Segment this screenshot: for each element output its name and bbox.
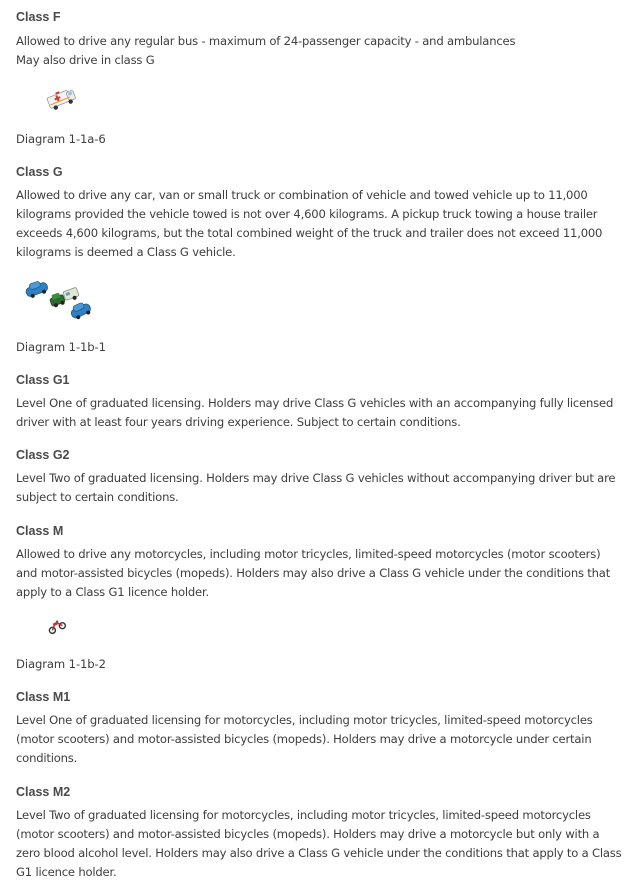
class-g-section — [16, 163, 622, 262]
class-m2-description — [16, 806, 622, 882]
description-line: Level Two of graduated licensing for motorcycles, including motor tricycles, limited-speed motorcycles — [16, 808, 591, 822]
description-line: kilograms is deemed a Class G vehicle. — [16, 245, 236, 259]
ambulance-icon — [44, 86, 78, 116]
class-g-heading: Class G — [16, 165, 63, 179]
description-line: Allowed to drive any motorcycles, including motor tricycles, limited-speed motorcycles (motor scooters) — [16, 547, 601, 561]
description-line: exceeds 4,600 kilograms, but the total combined weight of the truck and trailer does not exceed 11,000 — [16, 226, 603, 240]
description-line: Level Two of graduated licensing. Holders may drive Class G vehicles without accompanying driver but are — [16, 471, 616, 485]
class-f-description — [16, 32, 622, 70]
class-g2-section — [16, 446, 622, 507]
class-m1-section — [16, 688, 622, 768]
diagram-caption: Diagram 1-1b-1 — [16, 340, 106, 354]
class-g-description — [16, 186, 622, 262]
motorcycle-diagram-caption-block — [16, 656, 622, 672]
class-m2-heading: Class M2 — [16, 785, 71, 799]
cars-and-truck-icon — [24, 278, 94, 326]
description-line: kilograms provided the vehicle towed is not over 4,600 kilograms. A pickup truck towing a house trailer — [16, 207, 598, 221]
description-line: May also drive in class G — [16, 53, 155, 67]
class-f-section — [16, 8, 622, 70]
class-g2-heading: Class G2 — [16, 448, 70, 462]
vehicles-diagram-caption-block — [16, 339, 622, 355]
description-line: G1 licence holder. — [16, 865, 117, 879]
class-g1-section — [16, 371, 622, 432]
class-m-description — [16, 545, 622, 602]
class-g2-description — [16, 469, 622, 507]
description-line: apply to a Class G1 licence holder. — [16, 585, 209, 599]
diagram-caption: Diagram 1-1b-2 — [16, 657, 106, 671]
description-line: Allowed to drive any car, van or small truck or combination of vehicle and towed vehicle up to 11,000 — [16, 188, 588, 202]
class-m-section — [16, 522, 622, 602]
description-line: driver with at least four years driving experience. Subject to certain conditions. — [16, 415, 461, 429]
description-line: and motor-assisted bicycles (mopeds). Holders may also drive a Class G vehicle under the conditions that — [16, 566, 611, 580]
ambulance-diagram-caption-block — [16, 131, 622, 147]
description-line: zero blood alcohol level. Holders may also drive a Class G vehicle under the conditions that apply to a Class — [16, 846, 622, 860]
description-line: subject to certain conditions. — [16, 490, 179, 504]
class-m2-section — [16, 783, 622, 882]
class-g1-heading: Class G1 — [16, 373, 70, 387]
diagram-caption: Diagram 1-1a-6 — [16, 132, 106, 146]
description-line: Level One of graduated licensing for motorcycles, including motor tricycles, limited-speed motorcycles — [16, 713, 593, 727]
description-line: (motor scooters) and motor-assisted bicycles (mopeds). Holders may drive a motorcycle under certain — [16, 732, 592, 746]
motorcycle-icon — [47, 618, 67, 638]
description-line: conditions. — [16, 751, 78, 765]
description-line: Allowed to drive any regular bus - maximum of 24-passenger capacity - and ambulances — [16, 34, 516, 48]
class-f-heading: Class F — [16, 10, 61, 24]
class-m-heading: Class M — [16, 524, 64, 538]
class-m1-heading: Class M1 — [16, 690, 71, 704]
class-m1-description — [16, 711, 622, 768]
description-line: (motor scooters) and motor-assisted bicycles (mopeds). Holders may drive a motorcycle but only with a — [16, 827, 600, 841]
class-g1-description — [16, 394, 622, 432]
description-line: Level One of graduated licensing. Holders may drive Class G vehicles with an accompanying fully licensed — [16, 396, 614, 410]
